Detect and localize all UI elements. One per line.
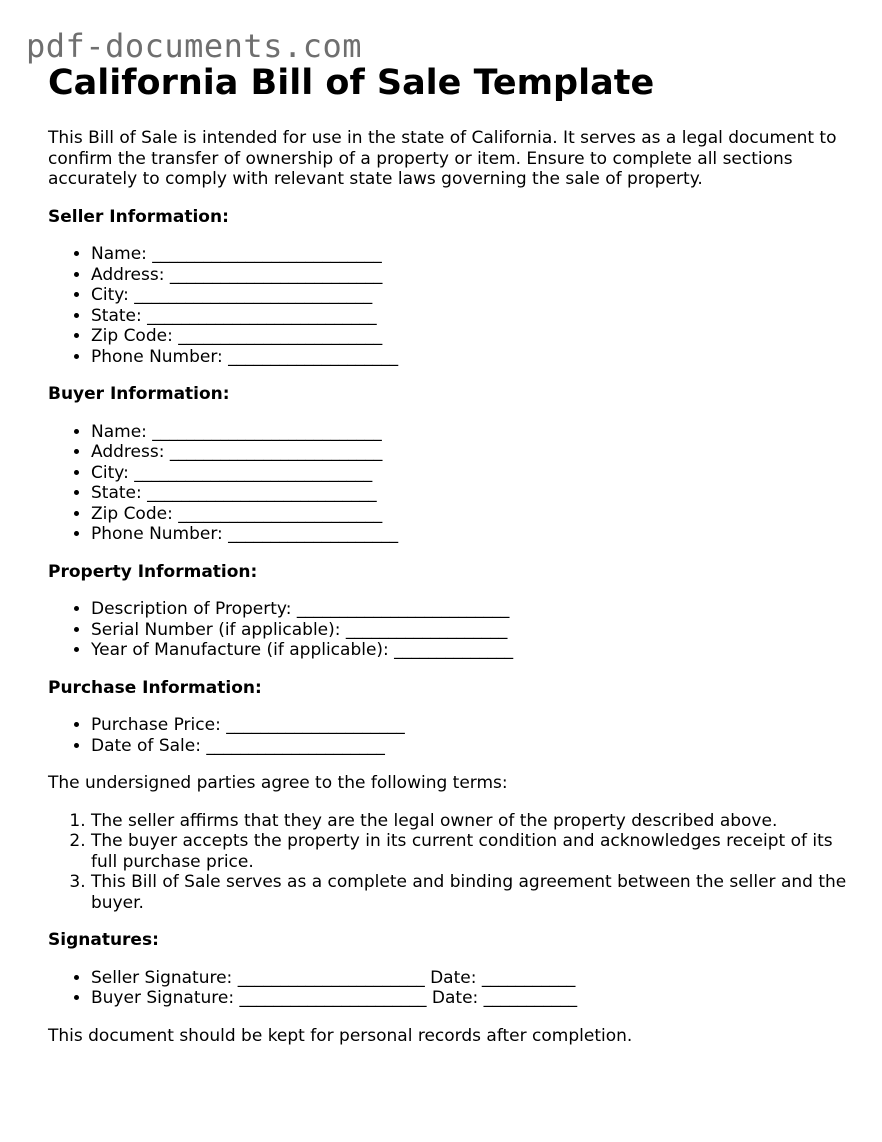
seller-phone-field: • Phone Number: ____________________ (91, 347, 848, 368)
seller-state-field: • State: ___________________________ (91, 306, 848, 327)
terms-list (48, 811, 848, 914)
intro-paragraph: This Bill of Sale is intended for use in the state of California. It serves as a legal document to confirm the transfer of ownership of a property or item. Ensure to complete all sections accurately to comply with relevant state laws governing the sale of property. (48, 128, 837, 189)
footer-note: This document should be kept for personal records after completion. (48, 1025, 633, 1046)
buyer-name-field: • Name: ___________________________ (91, 422, 848, 443)
seller-list (48, 244, 848, 367)
buyer-phone-field: • Phone Number: ____________________ (91, 524, 848, 545)
term-item: 3. This Bill of Sale serves as a complete and binding agreement between the seller and the buyer. (91, 872, 848, 913)
page-title: California Bill of Sale Template (48, 63, 655, 103)
buyer-signature-field: • Buyer Signature: ______________________ Date: ___________ (91, 988, 848, 1009)
term-item: 1. The seller affirms that they are the legal owner of the property described above. (91, 811, 848, 832)
seller-zip-field: • Zip Code: ________________________ (91, 326, 848, 347)
purchase-list (48, 715, 848, 756)
buyer-state-field: • State: ___________________________ (91, 483, 848, 504)
terms-intro: The undersigned parties agree to the following terms: (48, 773, 508, 793)
document (48, 60, 848, 1046)
purchase-price-field: • Purchase Price: _____________________ (91, 715, 848, 736)
term-item: 2. The buyer accepts the property in its current condition and acknowledges receipt of its full purchase price. (91, 831, 848, 872)
property-description-field: • Description of Property: _________________________ (91, 599, 848, 620)
watermark: pdf-documents.com (26, 27, 363, 65)
buyer-address-field: • Address: _________________________ (91, 442, 848, 463)
purchase-date-field: • Date of Sale: _____________________ (91, 736, 848, 757)
buyer-list (48, 422, 848, 545)
seller-heading: Seller Information: (48, 206, 229, 227)
seller-city-field: • City: ____________________________ (91, 285, 848, 306)
property-serial-field: • Serial Number (if applicable): ___________________ (91, 620, 848, 641)
property-heading: Property Information: (48, 561, 258, 582)
signatures-heading: Signatures: (48, 930, 159, 950)
signatures-list (48, 968, 848, 1009)
buyer-zip-field: • Zip Code: ________________________ (91, 504, 848, 525)
seller-address-field: • Address: _________________________ (91, 265, 848, 286)
purchase-heading: Purchase Information: (48, 677, 262, 698)
buyer-city-field: • City: ____________________________ (91, 463, 848, 484)
seller-signature-field: • Seller Signature: ______________________ Date: ___________ (91, 968, 848, 989)
buyer-heading: Buyer Information: (48, 384, 230, 404)
property-list (48, 599, 848, 661)
property-year-field: • Year of Manufacture (if applicable): ______________ (91, 640, 848, 661)
seller-name-field: • Name: ___________________________ (91, 244, 848, 265)
